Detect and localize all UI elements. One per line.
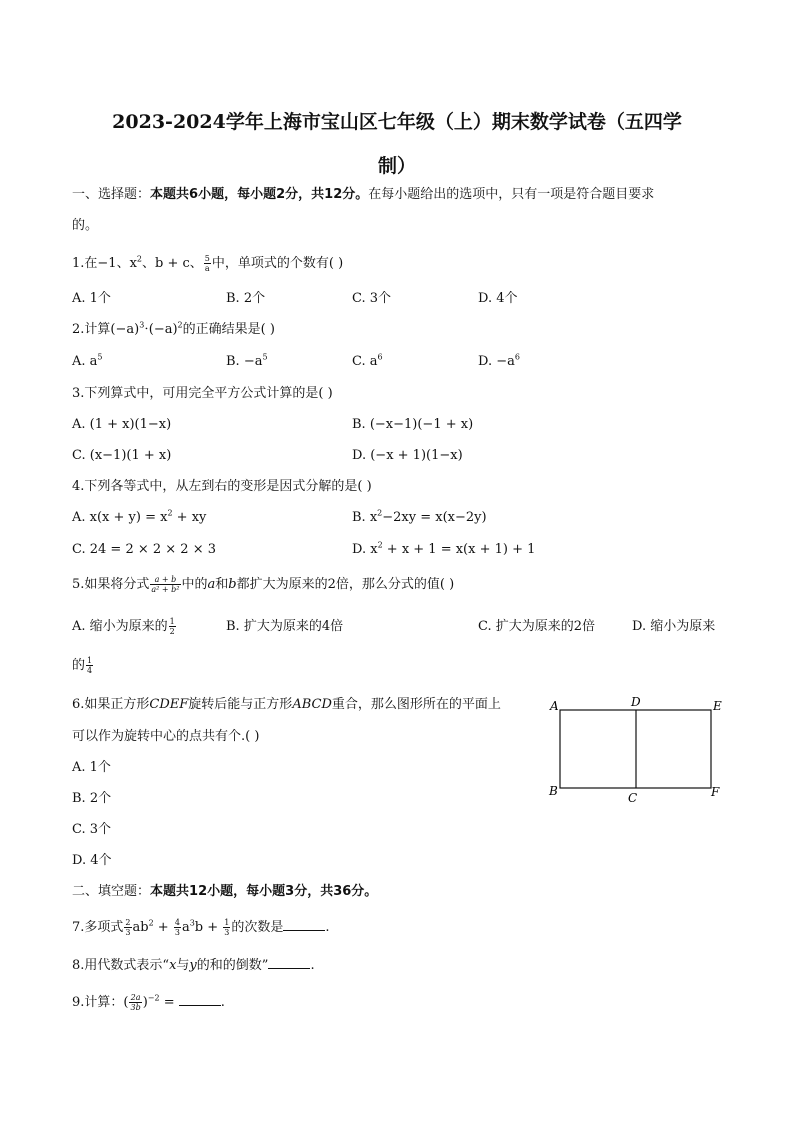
- q6-option-c[interactable]: C. 3个: [72, 822, 112, 837]
- q9-exp: −2: [147, 993, 160, 1003]
- q2-stem-c: 的正确结果是( ): [182, 322, 275, 337]
- section2-a: 本题共: [150, 884, 190, 899]
- q1-stem-a: 1.在−1、x: [72, 256, 137, 271]
- q8-end: .: [310, 958, 315, 973]
- section1-c: 分，共: [285, 187, 325, 202]
- q2-stem-a: 2.计算(−a): [72, 322, 140, 337]
- q1-option-b[interactable]: B. 2个: [226, 291, 266, 306]
- q1-option-c[interactable]: C. 3个: [352, 291, 392, 306]
- q5-a-den: 2: [169, 627, 175, 636]
- section2-c: 分，共: [294, 884, 334, 899]
- question-4: 4.下列各等式中，从左到右的变形是因式分解的是( ): [72, 479, 372, 494]
- q5-option-c[interactable]: C. 扩大为原来的2倍: [478, 619, 596, 634]
- q7-f3-den: 3: [224, 928, 230, 937]
- q4-option-d[interactable]: [352, 540, 535, 560]
- q8-mid: 与: [176, 958, 190, 973]
- q5-stem-b: 中的: [181, 577, 208, 592]
- q2-option-d-text: D. −a: [478, 354, 515, 369]
- q9-frac-num: 2a: [130, 993, 141, 1002]
- q7-end: .: [325, 920, 330, 935]
- q2-exp-1: 3: [139, 320, 145, 330]
- q2-option-d[interactable]: [478, 352, 520, 372]
- q7-f2-den: 3: [174, 928, 180, 937]
- q1-option-a[interactable]: A. 1个: [72, 291, 111, 306]
- q5-var-a: a: [207, 577, 216, 592]
- question-2: [72, 320, 275, 340]
- q6-square-1: CDEF: [149, 697, 189, 712]
- q2-exp-2: 2: [177, 320, 183, 330]
- figure-label-c: C: [628, 791, 638, 805]
- page-title: [70, 100, 724, 188]
- section1-rest: 在每小题给出的选项中，只有一项是符合题目要求: [368, 187, 655, 202]
- q5-option-d-line2: [72, 656, 94, 676]
- q6-stem-b: 旋转后能与正方形: [188, 697, 293, 712]
- q5-a-text: A. 缩小为原来的: [72, 619, 168, 634]
- q7-term-2-exp: 3: [189, 918, 195, 928]
- q7-frac-3: [223, 918, 230, 937]
- q9-end: .: [220, 995, 225, 1010]
- title-line-2: 制）: [377, 155, 416, 177]
- question-7: [72, 918, 330, 938]
- section1-header: [72, 185, 654, 205]
- q4-d-1: D. x: [352, 542, 378, 557]
- section1-n1: 6: [189, 187, 199, 202]
- q6-square-2: ABCD: [292, 697, 332, 712]
- q5-frac-num: a + b: [150, 575, 180, 585]
- q7-frac-2: [174, 918, 181, 937]
- q4-b-exp: 2: [377, 508, 383, 518]
- q9-stem-b: ): [142, 995, 148, 1010]
- q3-option-d[interactable]: D. (−x + 1)(1−x): [352, 448, 463, 463]
- q7-term-1: ab: [132, 920, 149, 935]
- q2-stem-b: ⋅(−a): [144, 322, 178, 337]
- q7-stem-b: 的次数是: [231, 920, 284, 935]
- q4-d-2: + x + 1 = x(x + 1) + 1: [382, 542, 536, 557]
- q5-stem-a: 5.如果将分式: [72, 577, 150, 592]
- section2-header: [72, 882, 377, 902]
- q2-option-a-exp: 5: [97, 352, 103, 362]
- q2-option-a-text: A. a: [72, 354, 98, 369]
- q9-fraction: [129, 993, 141, 1012]
- q7-f1-den: 3: [125, 928, 131, 937]
- question-3: 3.下列算式中，可用完全平方公式计算的是( ): [72, 386, 333, 401]
- section2-prefix: 二、填空题：: [72, 884, 151, 899]
- section2-n1: 12: [189, 884, 208, 899]
- q5-a-fraction: [169, 617, 176, 636]
- q3-option-a[interactable]: A. (1 + x)(1−x): [72, 417, 172, 432]
- q7-term-1-exp: 2: [148, 918, 154, 928]
- figure-label-d: D: [631, 695, 641, 709]
- q1-stem-c: 中，单项式的个数有( ): [211, 256, 344, 271]
- section1-prefix: 一、选择题：: [72, 187, 151, 202]
- q7-frac-1: [124, 918, 131, 937]
- q2-option-a[interactable]: [72, 352, 103, 372]
- figure-label-f: F: [711, 785, 720, 799]
- q7-stem-a: 7.多项式: [72, 920, 124, 935]
- figure-label-a: A: [550, 699, 559, 713]
- q5-option-a[interactable]: [72, 617, 177, 637]
- section1-a: 本题共: [150, 187, 190, 202]
- q5-frac-den: a² + b²: [151, 585, 180, 594]
- section2-d: 分。: [351, 884, 378, 899]
- q8-var-x: x: [169, 958, 177, 973]
- q2-option-c-exp: 6: [377, 352, 383, 362]
- q7-term-2: a: [181, 920, 190, 935]
- q5-fraction: [150, 575, 180, 594]
- q4-a-2: + xy: [172, 510, 207, 525]
- question-6: [72, 695, 501, 715]
- question-1: [72, 254, 343, 274]
- q2-option-b[interactable]: [226, 352, 268, 372]
- q8-stem-b: 的和的倒数”: [196, 958, 269, 973]
- q7-f3-num: 1: [224, 918, 230, 927]
- q2-option-c[interactable]: [352, 352, 383, 372]
- q5-option-d[interactable]: D. 缩小为原来: [632, 619, 716, 634]
- figure-label-b: B: [549, 784, 558, 798]
- question-6-line2: 可以作为旋转中心的点共有个.( ): [72, 729, 260, 744]
- section1-b: 小题，每小题: [198, 187, 277, 202]
- q6-option-b[interactable]: B. 2个: [72, 791, 112, 806]
- section2-b: 小题，每小题: [207, 884, 286, 899]
- q1-frac-den: a: [204, 264, 210, 273]
- q8-var-y: y: [189, 958, 197, 973]
- q8-answer-blank[interactable]: [268, 957, 310, 969]
- q7-term-2b: b +: [194, 920, 223, 935]
- q2-option-b-text: B. −a: [226, 354, 263, 369]
- section2-n2: 3: [285, 884, 295, 899]
- q7-f2-num: 4: [174, 918, 180, 927]
- q1-option-d[interactable]: D. 4个: [478, 291, 518, 306]
- q9-frac-den: 3b: [130, 1003, 141, 1012]
- q6-stem-c: 重合，那么图形所在的平面上: [331, 697, 501, 712]
- section1-d: 分。: [342, 187, 369, 202]
- q4-option-c[interactable]: C. 24 = 2 × 2 × 2 × 3: [72, 542, 217, 557]
- title-line-1: 2023-2024学年上海市宝山区七年级（上）期末数学试卷（五四学: [112, 111, 682, 133]
- q4-b-2: −2xy = x(x−2y): [382, 510, 487, 525]
- q5-option-b[interactable]: B. 扩大为原来的4倍: [226, 619, 344, 634]
- q5-d-line2-text: 的: [72, 658, 86, 673]
- q9-stem-c: =: [159, 995, 179, 1010]
- q6-stem-a: 6.如果正方形: [72, 697, 150, 712]
- q6-option-a[interactable]: A. 1个: [72, 760, 111, 775]
- section1-n3: 12: [324, 187, 343, 202]
- q6-option-d[interactable]: D. 4个: [72, 853, 112, 868]
- q1-stem-b: 、b + c、: [142, 256, 203, 271]
- q5-var-b: b: [228, 577, 237, 592]
- q1-frac-num: 5: [204, 254, 210, 263]
- q5-d-den: 4: [87, 666, 93, 675]
- section1-n2: 2: [276, 187, 286, 202]
- q2-option-d-exp: 6: [514, 352, 520, 362]
- q9-answer-blank[interactable]: [179, 994, 221, 1006]
- q5-a-num: 1: [169, 617, 175, 626]
- q7-f1-num: 2: [125, 918, 131, 927]
- q3-option-b[interactable]: B. (−x−1)(−1 + x): [352, 417, 474, 432]
- q4-option-b[interactable]: [352, 508, 487, 528]
- q4-d-exp: 2: [377, 540, 383, 550]
- q4-a-1: A. x(x + y) = x: [72, 510, 168, 525]
- q5-d-num: 1: [87, 656, 93, 665]
- q8-stem-a: 8.用代数式表示“: [72, 958, 170, 973]
- q1-exp: 2: [136, 254, 142, 264]
- q5-d-fraction: [86, 656, 93, 675]
- q9-stem-a: 9.计算：(: [72, 995, 129, 1010]
- q4-option-a[interactable]: [72, 508, 206, 528]
- q3-option-c[interactable]: C. (x−1)(1 + x): [72, 448, 172, 463]
- squares-figure: [544, 692, 730, 810]
- q1-fraction: [204, 254, 211, 273]
- question-8: [72, 956, 315, 976]
- question-5: [72, 575, 454, 595]
- section2-n3: 36: [333, 884, 352, 899]
- section1-header-line2: 的。: [72, 218, 99, 233]
- q4-b-1: B. x: [352, 510, 378, 525]
- question-9: [72, 993, 225, 1013]
- q4-a-exp: 2: [167, 508, 173, 518]
- q7-answer-blank[interactable]: [283, 919, 325, 931]
- q2-option-c-text: C. a: [352, 354, 378, 369]
- q5-stem-c: 和: [215, 577, 229, 592]
- q2-option-b-exp: 5: [262, 352, 268, 362]
- q7-plus: +: [153, 920, 173, 935]
- q5-stem-d: 都扩大为原来的2倍，那么分式的值( ): [236, 577, 455, 592]
- figure-label-e: E: [713, 699, 722, 713]
